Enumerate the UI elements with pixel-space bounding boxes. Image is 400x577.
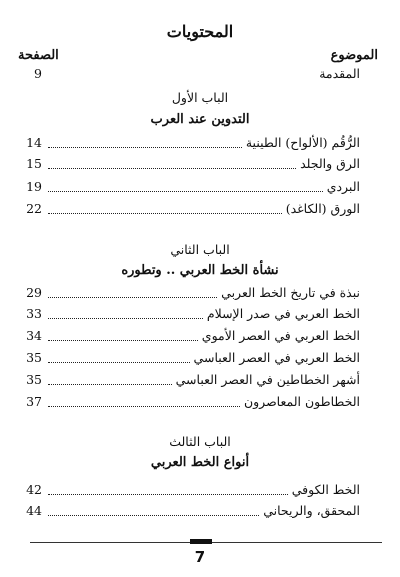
toc-entry <box>48 372 360 388</box>
toc-entry <box>48 156 360 172</box>
toc-leader <box>48 362 190 363</box>
toc-entry-label: المحقق، والريحاني <box>263 503 360 518</box>
toc-entry <box>48 179 360 195</box>
toc-entry-label: الخط العربي في صدر الإسلام <box>206 306 360 321</box>
toc-page-number: 15 <box>26 156 42 171</box>
toc-page-number: 22 <box>26 201 42 216</box>
toc-leader <box>48 168 296 169</box>
toc-page-number: 37 <box>26 394 42 409</box>
toc-entry-label: المقدمة <box>319 66 360 81</box>
toc-page-number: 9 <box>34 66 42 81</box>
chapter-title: أنواع الخط العربي <box>150 455 250 470</box>
chapter-heading: الباب الثاني <box>170 242 230 257</box>
column-header-page: الصفحة <box>18 48 59 63</box>
toc-page-number: 29 <box>26 285 42 300</box>
toc-entry <box>48 285 360 301</box>
toc-page-number: 35 <box>26 372 42 387</box>
footer-page-number: 7 <box>194 548 206 566</box>
chapter-heading: الباب الثالث <box>169 434 231 449</box>
toc-entry <box>48 482 360 498</box>
toc-leader <box>48 318 203 319</box>
toc-entry-label: نبذة في تاريخ الخط العربي <box>221 285 360 300</box>
toc-page-number: 19 <box>26 179 42 194</box>
toc-entry-intro <box>48 66 360 82</box>
toc-entry-label: الرُّقُم (الألواح) الطينية <box>245 135 360 150</box>
toc-page-number: 34 <box>26 328 42 343</box>
chapter-title: التدوين عند العرب <box>150 112 250 127</box>
toc-page-number: 14 <box>26 135 42 150</box>
footer-bar <box>190 539 212 544</box>
toc-leader <box>48 384 172 385</box>
toc-page-number: 35 <box>26 350 42 365</box>
toc-entry-label: البردي <box>326 179 360 194</box>
toc-page-number: 42 <box>26 482 42 497</box>
column-header-topic: الموضوع <box>330 48 378 63</box>
toc-leader <box>48 213 282 214</box>
toc-entry <box>48 503 360 519</box>
toc-leader <box>48 340 198 341</box>
toc-entry <box>48 328 360 344</box>
toc-leader <box>48 515 259 516</box>
toc-entry-label: الخط العربي في العصر الأموي <box>201 328 360 343</box>
page-title: المحتويات <box>166 22 234 41</box>
toc-entry-label: الخط الكوفي <box>291 482 360 497</box>
chapter-heading: الباب الأول <box>171 90 229 105</box>
chapter-title: نشأة الخط العربي .. وتطوره <box>121 263 279 278</box>
toc-entry <box>48 306 360 322</box>
toc-entry <box>48 201 360 217</box>
toc-leader <box>48 406 240 407</box>
toc-page-number: 33 <box>26 306 42 321</box>
toc-entry-label: الخطاطون المعاصرون <box>243 394 360 409</box>
toc-entry <box>48 394 360 410</box>
toc-page-number: 44 <box>26 503 42 518</box>
toc-entry <box>48 135 360 151</box>
toc-leader <box>48 494 288 495</box>
toc-entry-label: الرق والجلد <box>300 156 360 171</box>
toc-leader <box>48 297 217 298</box>
toc-entry <box>48 350 360 366</box>
toc-entry-label: أشهر الخطاطين في العصر العباسي <box>175 372 360 387</box>
toc-entry-label: الخط العربي في العصر العباسي <box>193 350 360 365</box>
toc-leader <box>48 191 323 192</box>
toc-entry-label: الورق (الكاغد) <box>285 201 360 216</box>
toc-leader <box>48 147 242 148</box>
